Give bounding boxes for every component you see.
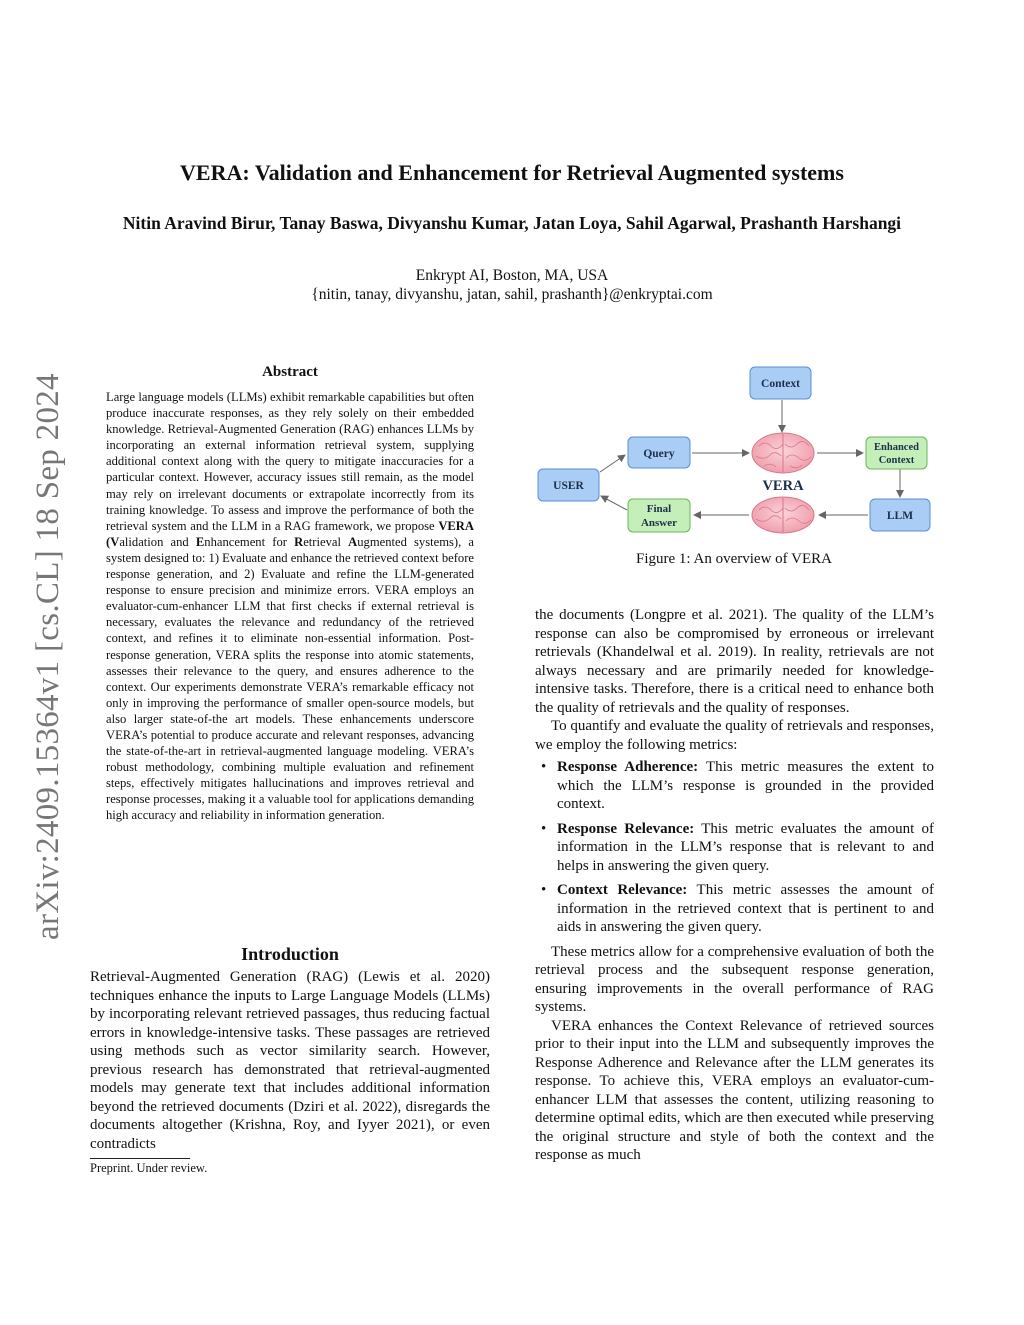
acronym-word: ugmented systems) <box>357 534 459 549</box>
paper-title: VERA: Validation and Enhancement for Retrieval Augmented systems <box>180 160 844 185</box>
acronym-word: alidation and <box>119 534 196 549</box>
metric-term: Response Adherence: <box>557 759 699 775</box>
author-list: Nitin Aravind Birur, Tanay Baswa, Divyanshu Kumar, Jatan Loya, Sahil Agarwal, Prashanth Harshangi <box>122 213 902 233</box>
brain-icon <box>752 433 814 473</box>
node-final-label-2: Answer <box>640 517 678 529</box>
acronym-open: ( <box>106 534 111 549</box>
node-llm-label: LLM <box>886 510 914 522</box>
vera-diagram <box>534 360 934 540</box>
metric-text: This metric assesses the amount of information in the retrieved context that is pertinent to and aids in answering the given query. <box>557 882 934 935</box>
intro-body: Retrieval-Augmented Generation (RAG) (Lewis et al. 2020) techniques enhance the inputs to Large Language Models (LLMs) by incorporating relevant retrieved passages, thus reducing factual errors in knowledge-intensive tasks. These passages are retrieved using methods such as vector similarity search. However, previous research has demonstrated that retrieval-augmented models may generate text that includes additional information beyond the retrieved documents (Dziri et al. 2022), disregards the documents altogether (Krishna, Roy, and Iyyer 2021), or even contradicts <box>90 969 490 1152</box>
paragraph: VERA enhances the Context Relevance of retrieved sources prior to their input into the LLM and subsequently improves the Response Adherence and Relevance after the LLM generates its response. To achieve this, VERA employs an evaluator-cum-enhancer LLM that assesses the content, utilizing reasoning to determine optimal edits, which are then executed while preserving the original structure and style of both the context and the response as much <box>535 1017 934 1163</box>
metric-term: Context Relevance: <box>557 882 688 898</box>
metrics-list <box>535 758 934 937</box>
arrow-final-user <box>601 496 627 510</box>
node-query-label: Query <box>643 448 675 460</box>
metric-text: This metric evaluates the amount of information in the LLM’s response that is relevant to and helps in answering the given query. <box>557 820 934 874</box>
metric-term: Response Relevance: <box>557 820 695 837</box>
affiliation: Enkrypt AI, Boston, MA, USA <box>415 267 609 284</box>
abstract-text-after: , a system designed to: 1) Evaluate and enhance the retrieved context before response generation, and 2) Evaluate and refine the LLM-generated response to ensure precision and minimize errors. VERA employs an evaluator-cum-enhancer LLM that first checks if external retrieval is necessary, evaluates the relevance and redundancy of the retrieved context, and refines it to eliminate non-essential information. Post-response generation, VERA splits the response into atomic statements, assesses their relevance to the query, and ensures adherence to the context. Our experiments demonstrate VERA’s remarkable efficacy not only in improving the performance of smaller open-source models, but also larger state-of-the art models. These enhancements underscore VERA’s potential to produce accurate and relevant responses, advancing the state-of-the-art in retrieval-augmented language modeling. VERA’s robust methodology, combining multiple evaluation and refinement steps, effectively mitigates hallucinations and improves retrieval and response processes, making it a valuable tool for applications demanding high accuracy and reliability in information generation. <box>106 534 474 823</box>
acronym-letter-a: A <box>348 534 358 549</box>
acronym-letter-e: E <box>195 534 205 549</box>
list-item <box>557 820 934 876</box>
footnote: Preprint. Under review. <box>90 1161 208 1175</box>
node-user-label: USER <box>553 480 584 492</box>
brain-icon <box>752 497 814 533</box>
abstract-body <box>106 389 474 824</box>
vera-label: VERA <box>762 478 804 494</box>
intro-heading: Introduction <box>241 944 339 964</box>
arrow-user-query <box>600 455 625 472</box>
abstract-text-before: Large language models (LLMs) exhibit remarkable capabilities but often produce inaccurate responses, as they rely solely on their embedded knowledge. Retrieval-Augmented Generation (RAG) enhances LLMs by incorporating an external information retrieval system, supplying additional context along with the query to mitigate inaccuracies for a particular context. However, accuracy issues still remain, as the model may rely on irrelevant documents or extrapolate incorrectly from its training knowledge. To assess and improve the performance of both the retrieval system and the LLM in a RAG framework, we propose <box>106 390 474 533</box>
abstract-heading: Abstract <box>262 364 318 380</box>
affiliation-block <box>0 266 1024 304</box>
metric-text: This metric measures the extent to which the LLM’s response is grounded in the provided context. <box>557 759 934 812</box>
figure-caption: Figure 1: An overview of VERA <box>636 551 832 567</box>
list-item <box>557 881 934 937</box>
list-item <box>557 758 934 814</box>
right-column <box>535 606 934 1165</box>
paragraph: To quantify and evaluate the quality of retrievals and responses, we employ the following metrics: <box>535 718 934 753</box>
acronym-word: etrieval <box>303 534 349 549</box>
node-final-label-1: Final <box>646 503 672 515</box>
figure-vera-overview <box>534 360 934 540</box>
vera-name: VERA <box>438 518 474 533</box>
paragraph: the documents (Longpre et al. 2021). The quality of the LLM’s response can also be compromised by erroneous or irrelevant retrievals (Khandelwal et al. 2019). In reality, retrievals are not always necessary and are primarily needed for knowledge-intensive tasks. Therefore, there is a critical need to enhance both the quality of retrievals and the quality of responses. <box>535 607 934 716</box>
paragraph: These metrics allow for a comprehensive evaluation of both the retrieval process and the subsequent response generation, ensuring improvements in the overall performance of RAG systems. <box>535 943 934 1015</box>
node-enhanced-label-2: Context <box>878 455 915 466</box>
author-emails: {nitin, tanay, divyanshu, jatan, sahil, prashanth}@enkryptai.com <box>311 286 713 303</box>
acronym-letter-v: V <box>110 534 120 549</box>
node-enhanced-label-1: Enhanced <box>874 442 919 453</box>
acronym-letter-r: R <box>294 534 304 549</box>
footnote-rule <box>90 1158 190 1159</box>
arxiv-stamp: arXiv:2409.15364v1 [cs.CL] 18 Sep 2024 <box>30 373 66 940</box>
node-context-label: Context <box>761 378 800 390</box>
acronym-word: nhancement for <box>204 534 295 549</box>
